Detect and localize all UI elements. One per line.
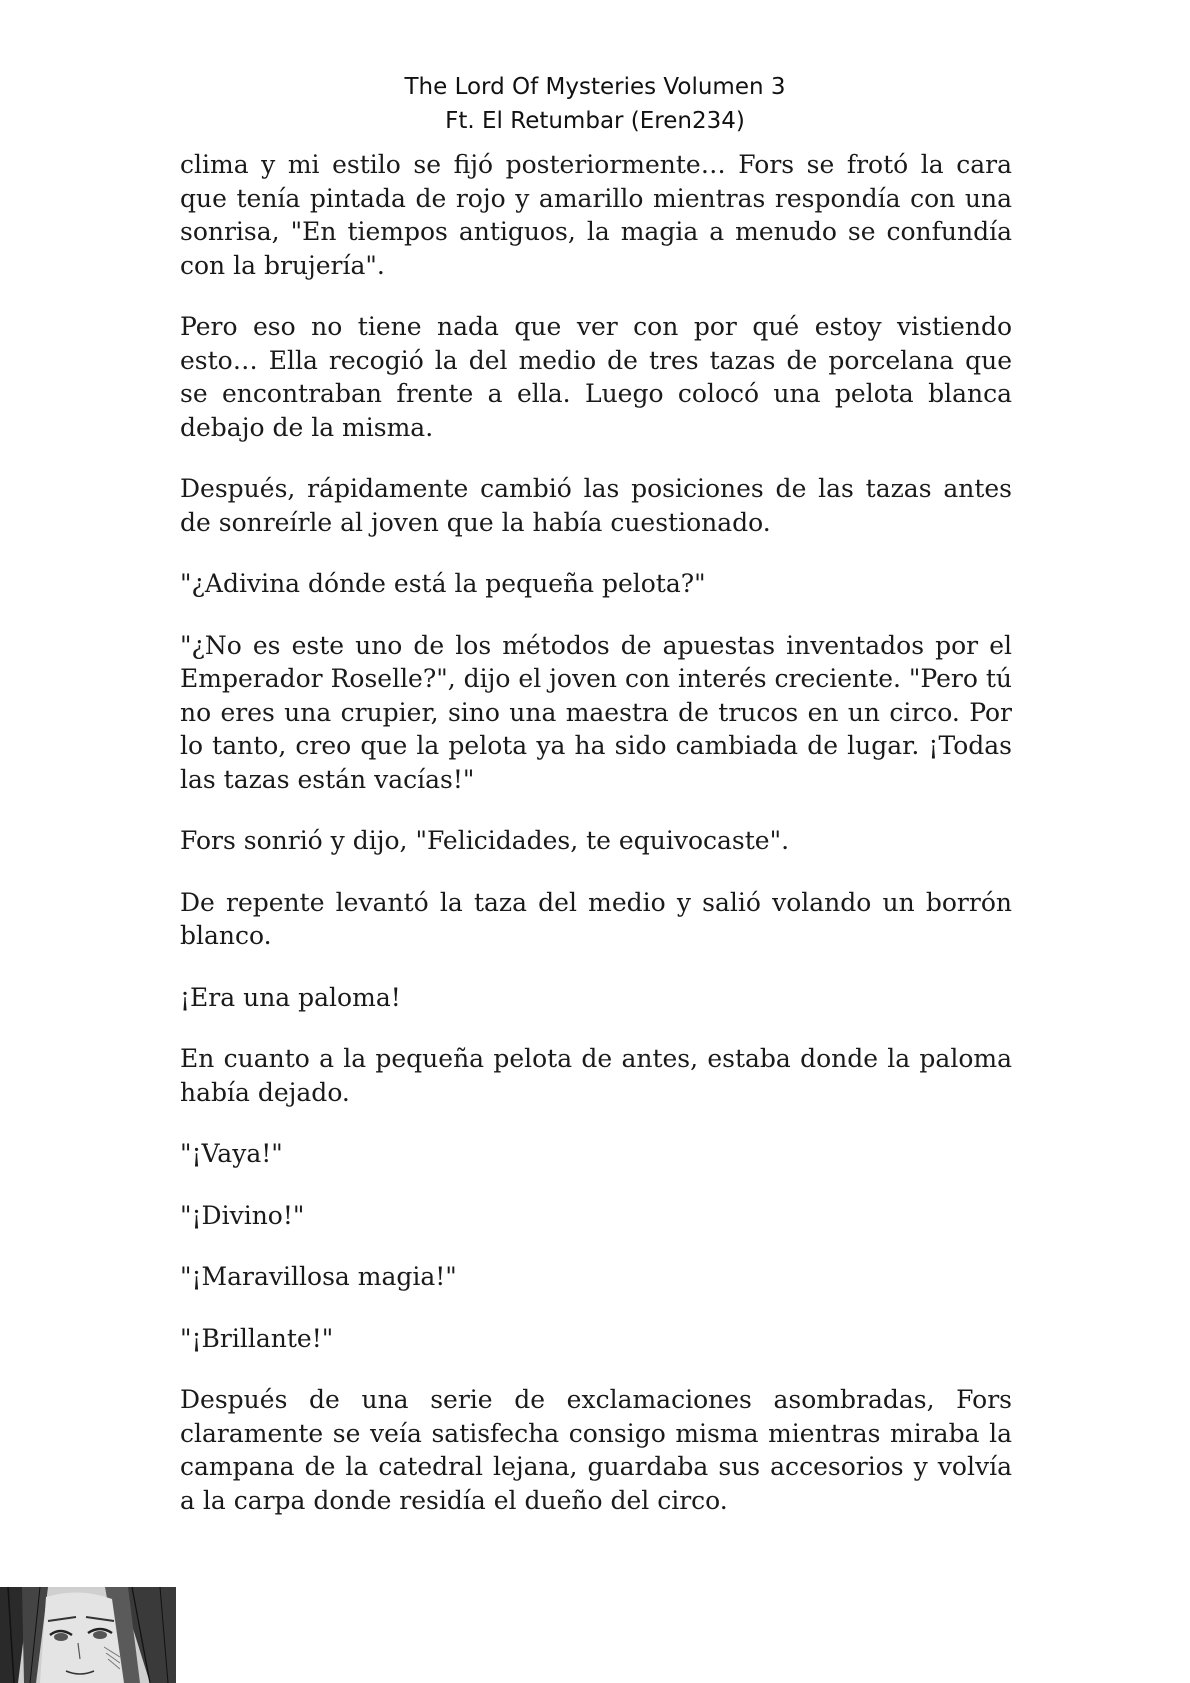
footer-manga-illustration: [0, 1587, 176, 1683]
paragraph: "¿No es este uno de los métodos de apuestas inventados por el Emperador Roselle?", dijo el joven con interés creciente. "Pero tú no eres una crupier, sino una maestra de trucos en un circo. Por lo tanto, creo que la pelota ya ha sido cambiada de lugar. ¡Todas las tazas están vacías!": [180, 630, 1012, 794]
paragraph: ¡Era una paloma!: [180, 982, 401, 1012]
manga-face-illustration: [0, 1587, 176, 1683]
paragraph: "¡Brillante!": [180, 1323, 334, 1353]
paragraph: "¡Vaya!": [180, 1139, 283, 1168]
paragraph: Fors sonrió y dijo, "Felicidades, te equivocaste".: [180, 826, 790, 855]
paragraph: clima y mi estilo se fijó posteriormente… Fors se frotó la cara que tenía pintada de rojo y amarillo mientras respondía con una sonrisa, "En tiempos antiguos, la magia a menudo se confundía con la brujería".: [180, 150, 1012, 280]
header-title: The Lord Of Mysteries Volumen 3: [404, 74, 786, 100]
paragraph: De repente levantó la taza del medio y salió volando un borrón blanco.: [180, 887, 1012, 950]
header-subtitle: Ft. El Retumbar (Eren234): [445, 108, 745, 134]
paragraph: En cuanto a la pequeña pelota de antes, estaba donde la paloma había dejado.: [180, 1044, 1012, 1107]
paragraph: "¡Maravillosa magia!": [180, 1262, 457, 1291]
paragraph: "¿Adivina dónde está la pequeña pelota?": [180, 569, 706, 598]
paragraph: Después, rápidamente cambió las posiciones de las tazas antes de sonreírle al joven que la había cuestionado.: [180, 474, 1012, 537]
paragraph: Pero eso no tiene nada que ver con por qué estoy vistiendo esto… Ella recogió la del medio de tres tazas de porcelana que se encontraban frente a ella. Luego colocó una pelota blanca debajo de la misma.: [180, 312, 1012, 442]
paragraph: "¡Divino!": [180, 1200, 305, 1230]
page-header: [0, 70, 1190, 138]
chapter-body: [180, 148, 1012, 1545]
paragraph: Después de una serie de exclamaciones asombradas, Fors claramente se veía satisfecha consigo misma mientras miraba la campana de la catedral lejana, guardaba sus accesorios y volvía a la carpa donde residía el dueño del circo.: [180, 1385, 1012, 1515]
